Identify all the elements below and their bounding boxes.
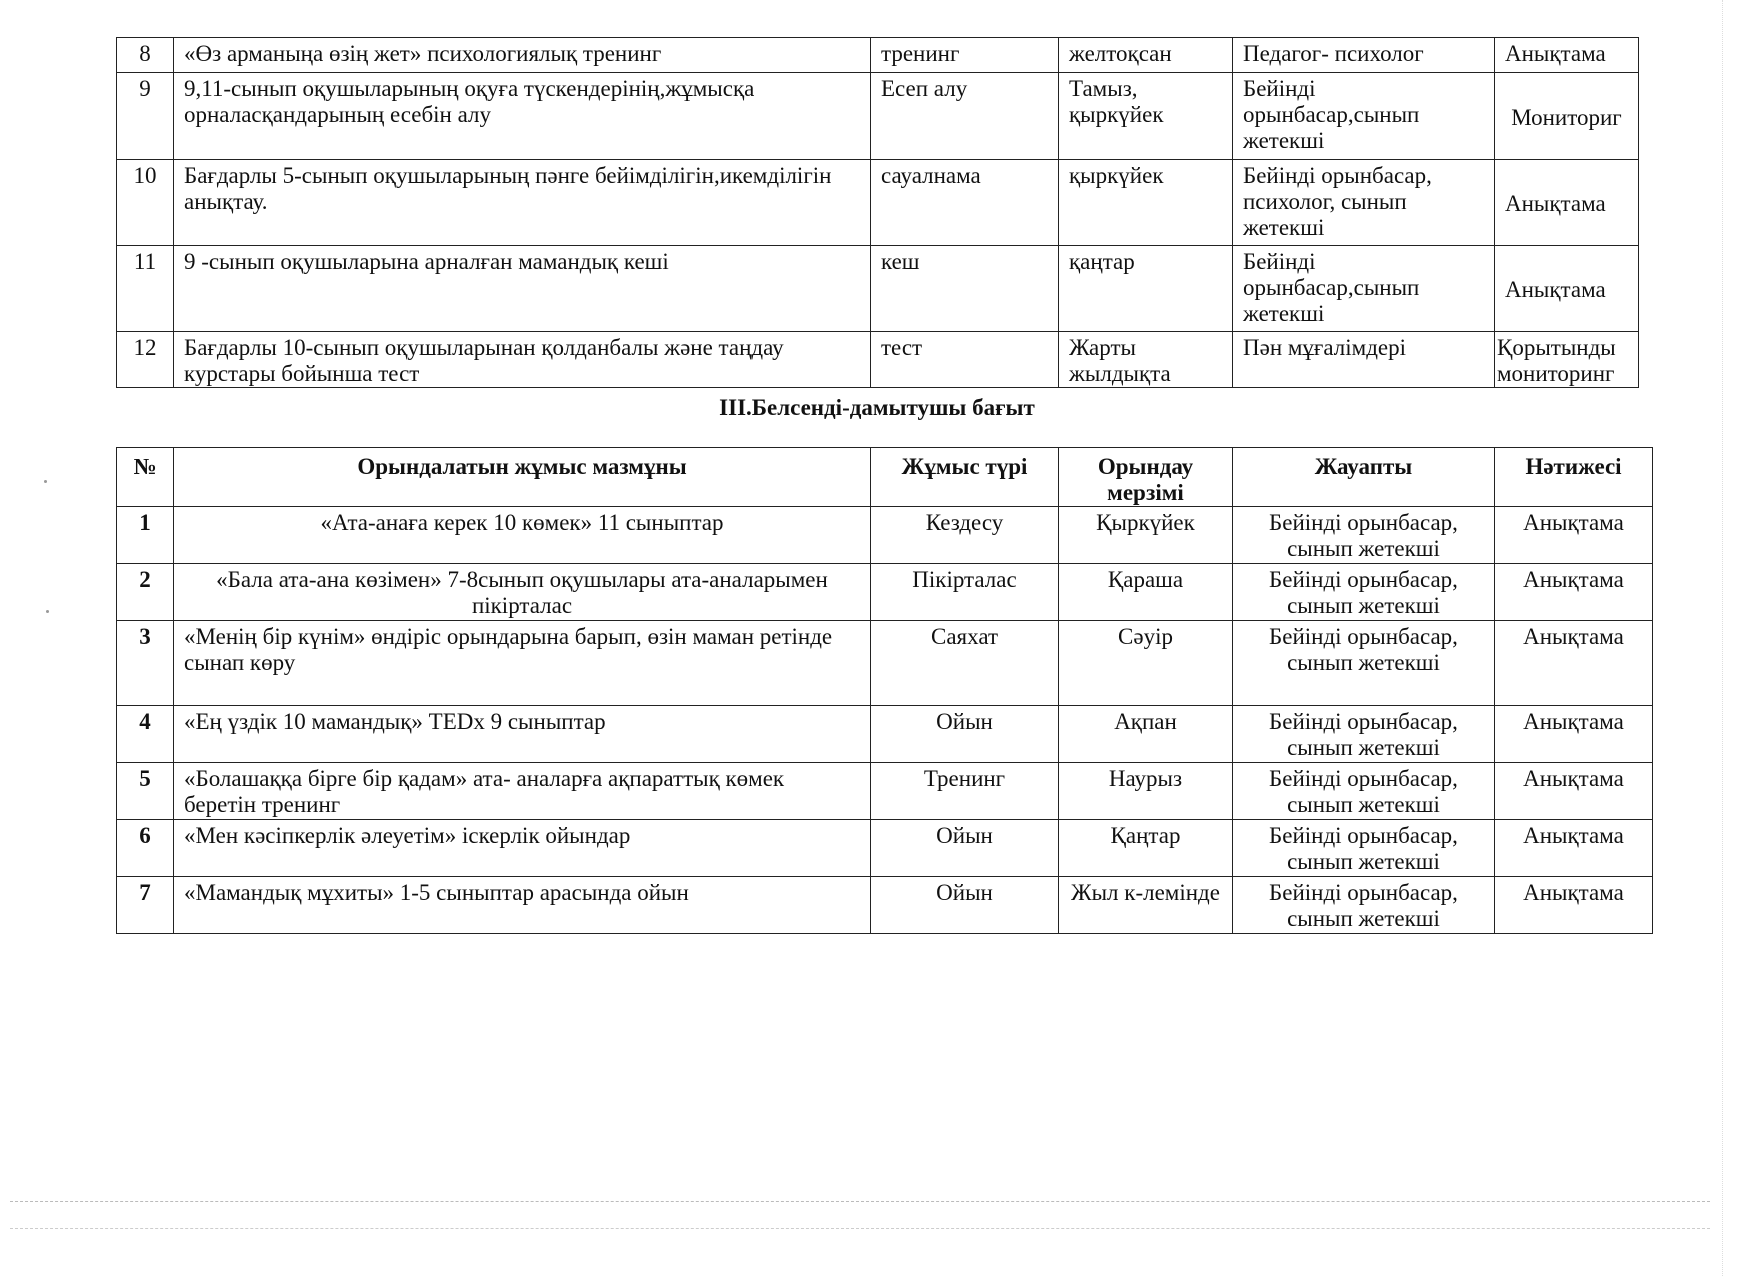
work-term: Қыркүйек (1059, 507, 1233, 564)
row-number: 12 (117, 332, 174, 388)
work-type: Пікірталас (871, 564, 1059, 621)
responsible: Бейінді орынбасар, сынып жетекші (1233, 763, 1495, 820)
table-row (117, 38, 1639, 73)
work-content: «Менің бір күнім» өндіріс орындарына барып, өзін маман ретінде сынап көру (174, 621, 871, 706)
header-term: Орындау мерзімі (1059, 448, 1233, 507)
row-number: 9 (117, 73, 174, 160)
row-number: 4 (117, 706, 174, 763)
scan-speck (44, 480, 47, 483)
header-responsible: Жауапты (1233, 448, 1495, 507)
row-number: 11 (117, 246, 174, 332)
row-number: 6 (117, 820, 174, 877)
table-row (117, 246, 1639, 332)
responsible: Бейінді орынбасар, сынып жетекші (1233, 621, 1495, 706)
work-term: Наурыз (1059, 763, 1233, 820)
work-type: Кездесу (871, 507, 1059, 564)
work-type: сауалнама (871, 160, 1059, 246)
work-content: «Ең үздік 10 мамандық» TEDx 9 сыныптар (174, 706, 871, 763)
header-result: Нәтижесі (1495, 448, 1653, 507)
work-content: «Болашаққа бірге бір қадам» ата- аналарға ақпараттық көмек беретін тренинг (174, 763, 871, 820)
result: Анықтама (1495, 706, 1653, 763)
table-header-row (117, 448, 1653, 507)
scan-artifact-line (10, 1228, 1710, 1229)
work-term: Сәуір (1059, 621, 1233, 706)
row-number: 5 (117, 763, 174, 820)
result: Анықтама (1495, 763, 1653, 820)
table-row (117, 507, 1653, 564)
work-term: қаңтар (1059, 246, 1233, 332)
work-term: Жыл к-лемінде (1059, 877, 1233, 934)
work-term: қыркүйек (1059, 160, 1233, 246)
work-content: 9 -сынып оқушыларына арналған мамандық кеші (174, 246, 871, 332)
work-content: «Мен кәсіпкерлік әлеуетім» іскерлік ойындар (174, 820, 871, 877)
table-row (117, 820, 1653, 877)
work-type: Ойын (871, 706, 1059, 763)
table-row (117, 160, 1639, 246)
work-term: Қаңтар (1059, 820, 1233, 877)
responsible: Бейінді орынбасар,сынып жетекші (1233, 246, 1495, 332)
responsible: Бейінді орынбасар, сынып жетекші (1233, 507, 1495, 564)
work-type: кеш (871, 246, 1059, 332)
header-type: Жұмыс түрі (871, 448, 1059, 507)
work-content: Бағдарлы 5-сынып оқушыларының пәнге бейімділігін,икемділігін анықтау. (174, 160, 871, 246)
table-row (117, 763, 1653, 820)
table-row (117, 877, 1653, 934)
work-content: Бағдарлы 10-сынып оқушыларынан қолданбалы және таңдау курстары бойынша тест (174, 332, 871, 388)
row-number: 3 (117, 621, 174, 706)
responsible: Педагог- психолог (1233, 38, 1495, 73)
row-number: 8 (117, 38, 174, 73)
work-type: Ойын (871, 877, 1059, 934)
result: Мониториг (1495, 73, 1639, 160)
work-content: «Өз арманыңа өзің жет» психологиялық тренинг (174, 38, 871, 73)
table-row (117, 621, 1653, 706)
responsible: Бейінді орынбасар, психолог, сынып жетекші (1233, 160, 1495, 246)
work-term: Ақпан (1059, 706, 1233, 763)
responsible: Бейінді орынбасар, сынып жетекші (1233, 877, 1495, 934)
table-row (117, 73, 1639, 160)
work-content: «Ата-анаға керек 10 көмек» 11 сыныптар (174, 507, 871, 564)
continuation-table (116, 37, 1639, 388)
table-row (117, 706, 1653, 763)
work-type: тест (871, 332, 1059, 388)
result: Анықтама (1495, 621, 1653, 706)
result: Анықтама (1495, 160, 1639, 246)
responsible: Пән мұғалімдері (1233, 332, 1495, 388)
work-term: желтоқсан (1059, 38, 1233, 73)
row-number: 10 (117, 160, 174, 246)
table-row (117, 564, 1653, 621)
work-content: «Бала ата-ана көзімен» 7-8сынып оқушылары ата-аналарымен пікірталас (174, 564, 871, 621)
work-type: Саяхат (871, 621, 1059, 706)
responsible: Бейінді орынбасар, сынып жетекші (1233, 564, 1495, 621)
responsible: Бейінді орынбасар, сынып жетекші (1233, 706, 1495, 763)
section-title: III.Белсенді-дамытушы бағыт (719, 395, 1035, 420)
scan-artifact-line (10, 1201, 1710, 1202)
work-term: Қараша (1059, 564, 1233, 621)
result: Анықтама (1495, 877, 1653, 934)
work-term: Тамыз, қыркүйек (1059, 73, 1233, 160)
result: Анықтама (1495, 507, 1653, 564)
result: Анықтама (1495, 38, 1639, 73)
result: Анықтама (1495, 564, 1653, 621)
scan-artifact-edge (1722, 0, 1723, 1276)
header-content: Орындалатын жұмыс мазмұны (174, 448, 871, 507)
result: Анықтама (1495, 820, 1653, 877)
work-type: Есеп алу (871, 73, 1059, 160)
scan-speck (46, 610, 49, 613)
work-type: Тренинг (871, 763, 1059, 820)
work-type: тренинг (871, 38, 1059, 73)
responsible: Бейінді орынбасар, сынып жетекші (1233, 820, 1495, 877)
header-num: № (117, 448, 174, 507)
result: Анықтама (1495, 246, 1639, 332)
result: Қорытынды мониторинг (1495, 332, 1639, 388)
work-term: Жарты жылдықта (1059, 332, 1233, 388)
responsible: Бейінді орынбасар,сынып жетекші (1233, 73, 1495, 160)
table-row (117, 332, 1639, 388)
row-number: 1 (117, 507, 174, 564)
row-number: 7 (117, 877, 174, 934)
row-number: 2 (117, 564, 174, 621)
work-content: «Мамандық мұхиты» 1-5 сыныптар арасында ойын (174, 877, 871, 934)
activities-table (116, 447, 1653, 934)
work-content: 9,11-сынып оқушыларының оқуға түскендерінің,жұмысқа орналасқандарының есебін алу (174, 73, 871, 160)
work-type: Ойын (871, 820, 1059, 877)
